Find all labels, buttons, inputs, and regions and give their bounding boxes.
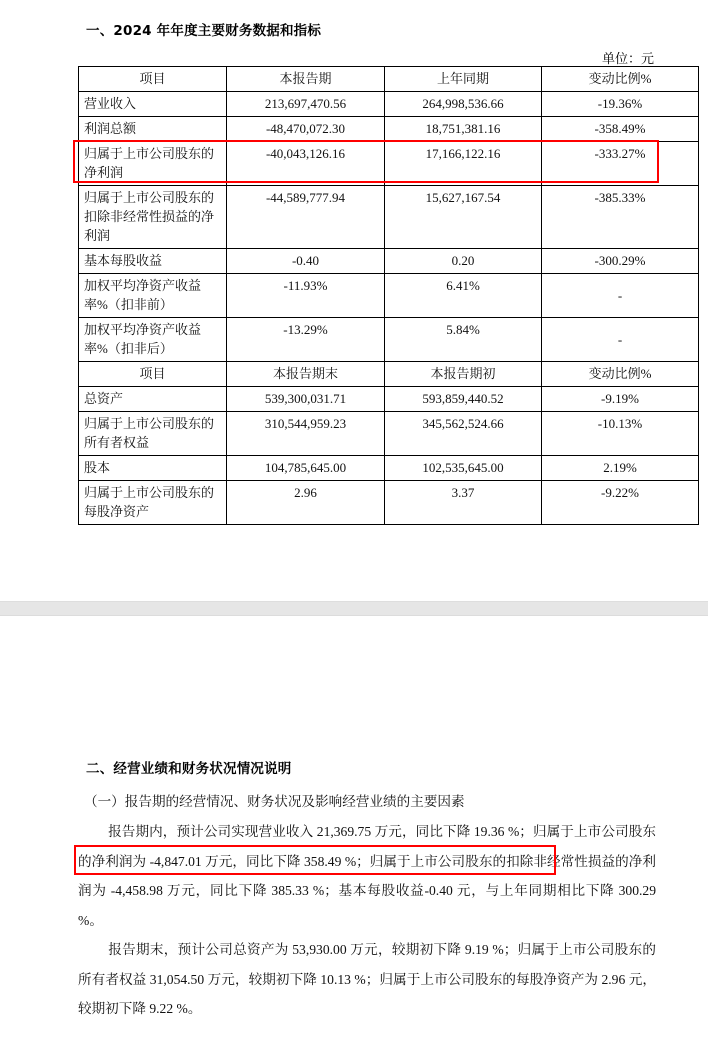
narrative-paragraph-two [78, 935, 656, 1024]
row-period-end-value: 539,300,031.71 [227, 387, 385, 412]
row-previous-value: 264,998,536.66 [385, 92, 542, 117]
row-period-start-value: 345,562,524.66 [385, 412, 542, 456]
row-change-value: 2.19% [542, 456, 699, 481]
narrative-paragraph-one [78, 817, 656, 935]
column-header-previous-period: 上年同期 [385, 67, 542, 92]
row-current-value: -13.29% [227, 318, 385, 362]
row-label: 股本 [79, 456, 227, 481]
row-change-value: - [542, 274, 699, 318]
table-row [79, 387, 699, 412]
table-header-row-top [79, 67, 699, 92]
table-row [79, 456, 699, 481]
row-change-value: -10.13% [542, 412, 699, 456]
row-current-value: -0.40 [227, 249, 385, 274]
row-label: 利润总额 [79, 117, 227, 142]
table-body [79, 67, 699, 525]
row-label: 营业收入 [79, 92, 227, 117]
narrative-paragraph-two-text: 报告期末，预计公司总资产为 53,930.00 万元，较期初下降 9.19 %；归属于上市公司股东的所有者权益 31,054.50 万元，较期初下降 10.13 %；归属于上市公司股东的每股净资产为 2.96 元，较期初下降 9.22 %。 [78, 942, 656, 1016]
column-header-period-end: 本报告期末 [227, 362, 385, 387]
row-change-value: -9.22% [542, 481, 699, 525]
row-previous-value: 15,627,167.54 [385, 186, 542, 249]
table-row-highlighted [79, 142, 699, 186]
row-period-end-value: 2.96 [227, 481, 385, 525]
row-period-start-value: 102,535,645.00 [385, 456, 542, 481]
table-row [79, 186, 699, 249]
table-row [79, 117, 699, 142]
row-period-start-value: 593,859,440.52 [385, 387, 542, 412]
narrative-paragraph-one-text: 报告期内，预计公司实现营业收入 21,369.75 万元，同比下降 19.36 %；归属于上市公司股东的净利润为 -4,847.01 万元，同比下降 358.49 %；归属于上市公司股东的扣除非经常性损益的净利润为 -4,458.98 万元，同比下降 385.33 %；基本每股收益-0.40 元，与上年同期相比下降 300.29 %。 [78, 824, 656, 928]
row-change-value: -9.19% [542, 387, 699, 412]
row-change-value: -333.27% [542, 142, 699, 186]
column-header-item: 项目 [79, 67, 227, 92]
row-previous-value: 6.41% [385, 274, 542, 318]
table-row [79, 412, 699, 456]
table-header-row-mid [79, 362, 699, 387]
row-current-value: -40,043,126.16 [227, 142, 385, 186]
row-previous-value: 18,751,381.16 [385, 117, 542, 142]
table-row [79, 92, 699, 117]
row-period-end-value: 104,785,645.00 [227, 456, 385, 481]
table-row [79, 481, 699, 525]
table-row [79, 249, 699, 274]
row-change-value: - [542, 318, 699, 362]
column-header-change-ratio: 变动比例% [542, 67, 699, 92]
row-previous-value: 0.20 [385, 249, 542, 274]
row-current-value: -44,589,777.94 [227, 186, 385, 249]
table-row [79, 274, 699, 318]
row-previous-value: 5.84% [385, 318, 542, 362]
table-row [79, 318, 699, 362]
row-label: 归属于上市公司股东的净利润 [79, 142, 227, 186]
row-label: 总资产 [79, 387, 227, 412]
row-label: 加权平均净资产收益率%（扣非后） [79, 318, 227, 362]
row-period-end-value: 310,544,959.23 [227, 412, 385, 456]
row-change-value: -19.36% [542, 92, 699, 117]
row-label: 加权平均净资产收益率%（扣非前） [79, 274, 227, 318]
page-separator [0, 601, 708, 616]
section-heading-one: 一、2024 年年度主要财务数据和指标 [86, 23, 322, 39]
row-change-value: -358.49% [542, 117, 699, 142]
column-header-current-period: 本报告期 [227, 67, 385, 92]
row-label: 归属于上市公司股东的扣除非经常性损益的净利润 [79, 186, 227, 249]
row-period-start-value: 3.37 [385, 481, 542, 525]
narrative-subheading: （一）报告期的经营情况、财务状况及影响经营业绩的主要因素 [84, 794, 465, 809]
row-change-value: -300.29% [542, 249, 699, 274]
row-label: 归属于上市公司股东的所有者权益 [79, 412, 227, 456]
row-current-value: -11.93% [227, 274, 385, 318]
section-heading-two: 二、经营业绩和财务状况情况说明 [86, 761, 292, 777]
column-header-change-ratio: 变动比例% [542, 362, 699, 387]
row-label: 归属于上市公司股东的每股净资产 [79, 481, 227, 525]
column-header-item: 项目 [79, 362, 227, 387]
column-header-period-start: 本报告期初 [385, 362, 542, 387]
financial-data-table [78, 66, 699, 525]
row-change-value: -385.33% [542, 186, 699, 249]
row-current-value: -48,470,072.30 [227, 117, 385, 142]
unit-label: 单位：元 [601, 51, 654, 66]
row-label: 基本每股收益 [79, 249, 227, 274]
row-previous-value: 17,166,122.16 [385, 142, 542, 186]
row-current-value: 213,697,470.56 [227, 92, 385, 117]
